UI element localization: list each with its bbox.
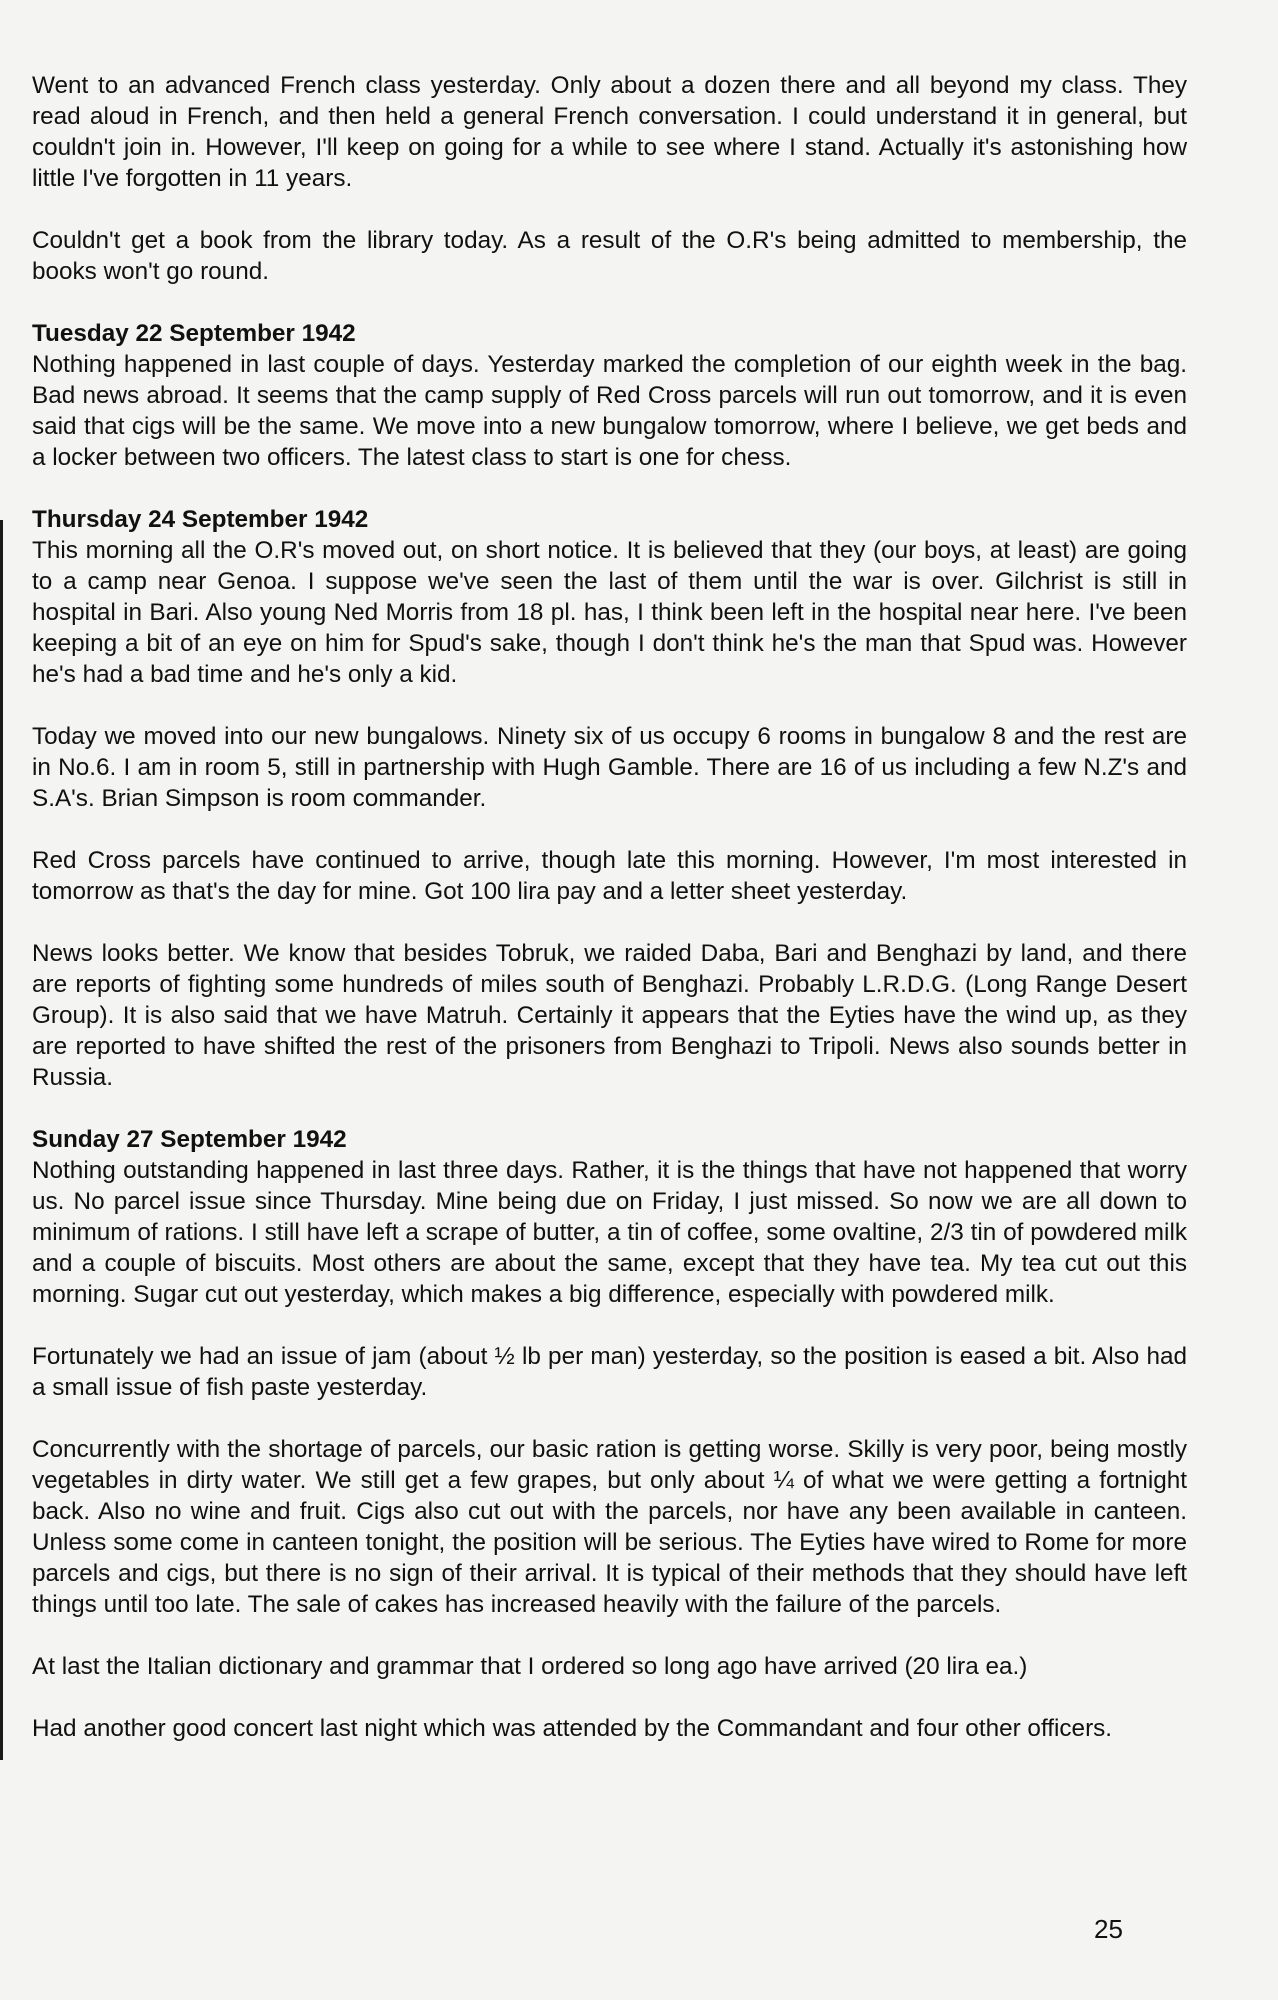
paragraph: At last the Italian dictionary and grammar that I ordered so long ago have arrived (20 lira ea.) xyxy=(32,1653,1028,1680)
entry-tuesday-22-september xyxy=(32,318,1187,473)
entry-sunday-27-september xyxy=(32,1124,1187,1744)
entry-date-heading: Thursday 24 September 1942 xyxy=(32,506,369,533)
paragraph: Fortunately we had an issue of jam (about ½ lb per man) yesterday, so the position is eased a bit. Also had a small issue of fish paste yesterday. xyxy=(32,1343,1187,1401)
paragraph: Nothing happened in last couple of days. Yesterday marked the completion of our eighth week in the bag. Bad news abroad. It seems that the camp supply of Red Cross parcels will run out tomorrow, and it is even said that cigs will be the same. We move into a new bungalow tomorrow, where I believe, we get beds and a locker between two officers. The latest class to start is one for chess. xyxy=(32,351,1187,471)
page-number: 25 xyxy=(1094,1914,1123,1944)
entry-continued xyxy=(32,70,1187,287)
paragraph: Couldn't get a book from the library today. As a result of the O.R's being admitted to membership, the books won't go round. xyxy=(32,227,1187,285)
paragraph: Today we moved into our new bungalows. Ninety six of us occupy 6 rooms in bungalow 8 and the rest are in No.6. I am in room 5, still in partnership with Hugh Gamble. There are 16 of us including a few N.Z's and S.A's. Brian Simpson is room commander. xyxy=(32,723,1187,812)
paragraph: News looks better. We know that besides Tobruk, we raided Daba, Bari and Benghazi by land, and there are reports of fighting some hundreds of miles south of Benghazi. Probably L.R.D.G. (Long Range Desert Group). It is also said that we have Matruh. Certainly it appears that the Eyties have the wind up, as they are reported to have shifted the rest of the prisoners from Benghazi to Tripoli. News also sounds better in Russia. xyxy=(32,940,1187,1091)
paragraph: Had another good concert last night which was attended by the Commandant and four other officers. xyxy=(32,1715,1113,1742)
entry-date-heading: Sunday 27 September 1942 xyxy=(32,1126,347,1153)
paragraph: Went to an advanced French class yesterday. Only about a dozen there and all beyond my class. They read aloud in French, and then held a general French conversation. I could understand it in general, but couldn't join in. However, I'll keep on going for a while to see where I stand. Actually it's astonishing how little I've forgotten in 11 years. xyxy=(32,72,1187,192)
scan-edge-shadow xyxy=(0,520,3,1760)
entry-date-heading: Tuesday 22 September 1942 xyxy=(32,320,356,347)
paragraph: This morning all the O.R's moved out, on short notice. It is believed that they (our boys, at least) are going to a camp near Genoa. I suppose we've seen the last of them until the war is over. Gilchrist is still in hospital in Bari. Also young Ned Morris from 18 pl. has, I think been left in the hospital near here. I've been keeping a bit of an eye on him for Spud's sake, though I don't think he's the man that Spud was. However he's had a bad time and he's only a kid. xyxy=(32,537,1187,688)
paragraph: Nothing outstanding happened in last three days. Rather, it is the things that have not happened that worry us. No parcel issue since Thursday. Mine being due on Friday, I just missed. So now we are all down to minimum of rations. I still have left a scrape of butter, a tin of coffee, some ovaltine, 2/3 tin of powdered milk and a couple of biscuits. Most others are about the same, except that they have tea. My tea cut out this morning. Sugar cut out yesterday, which makes a big difference, especially with powdered milk. xyxy=(32,1157,1187,1308)
paragraph: Red Cross parcels have continued to arrive, though late this morning. However, I'm most interested in tomorrow as that's the day for mine. Got 100 lira pay and a letter sheet yesterday. xyxy=(32,847,1187,905)
diary-text xyxy=(32,70,1187,1775)
paragraph: Concurrently with the shortage of parcels, our basic ration is getting worse. Skilly is very poor, being mostly vegetables in dirty water. We still get a few grapes, but only about ¼ of what we were getting a fortnight back. Also no wine and fruit. Cigs also cut out with the parcels, nor have any been available in canteen. Unless some come in canteen tonight, the position will be serious. The Eyties have wired to Rome for more parcels and cigs, but there is no sign of their arrival. It is typical of their methods that they should have left things until too late. The sale of cakes has increased heavily with the failure of the parcels. xyxy=(32,1436,1187,1618)
entry-thursday-24-september xyxy=(32,504,1187,1093)
